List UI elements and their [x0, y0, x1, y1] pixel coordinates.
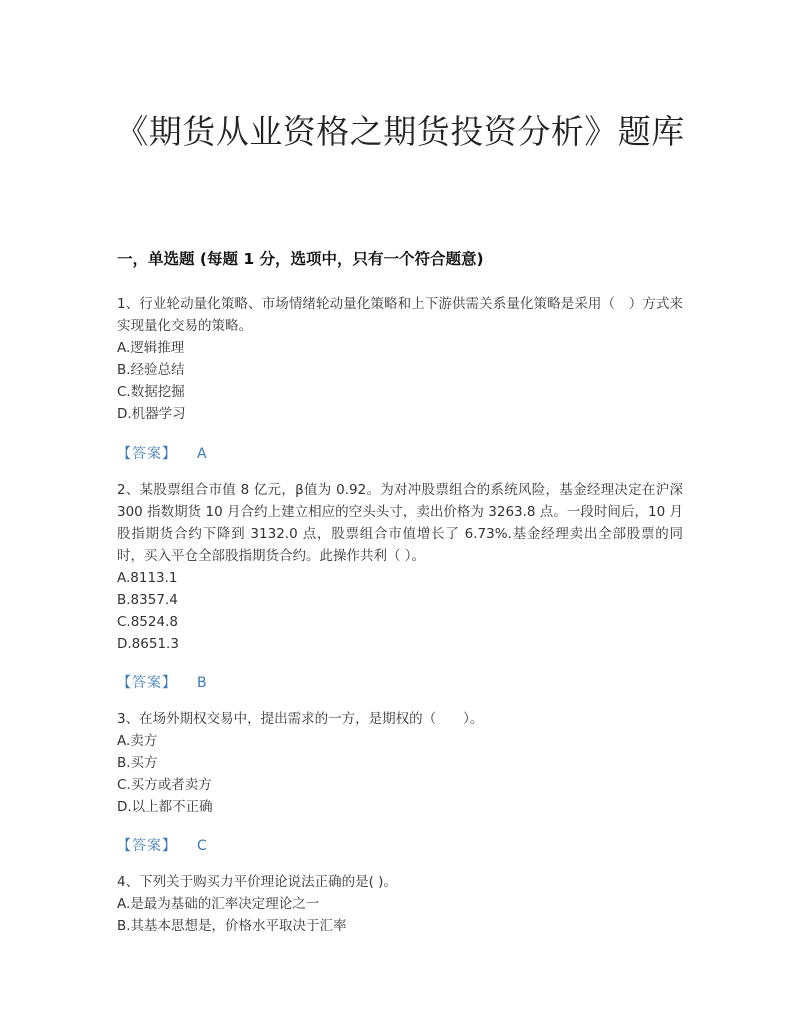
option-c: C.数据挖掘 — [117, 384, 185, 400]
option-d: D.8651.3 — [117, 636, 179, 652]
option-c: C.8524.8 — [117, 614, 178, 630]
option-a: A.逻辑推理 — [117, 340, 185, 356]
question-stem: 1、行业轮动量化策略、市场情绪轮动量化策略和上下游供需关系量化策略是采用（ ）方式来实现量化交易的策略。 — [117, 296, 683, 334]
answer-3 — [117, 835, 207, 855]
answer-label: 【答案】 — [117, 838, 177, 854]
question-stem: 3、在场外期权交易中，提出需求的一方，是期权的（ ）。 — [117, 711, 484, 727]
question-1 — [117, 293, 683, 425]
answer-value: A — [197, 446, 207, 462]
question-stem: 4、下列关于购买力平价理论说法正确的是( )。 — [117, 874, 397, 890]
option-b: B.其基本思想是，价格水平取决于汇率 — [117, 918, 347, 934]
answer-label: 【答案】 — [117, 675, 177, 691]
option-d: D.机器学习 — [117, 406, 186, 422]
answer-2 — [117, 672, 207, 692]
answer-value: B — [197, 675, 207, 691]
answer-label: 【答案】 — [117, 446, 177, 462]
option-a: A.8113.1 — [117, 570, 178, 586]
question-3 — [117, 708, 683, 818]
answer-value: C — [197, 838, 207, 854]
option-b: B.买方 — [117, 755, 158, 771]
option-a: A.是最为基础的汇率决定理论之一 — [117, 896, 320, 912]
option-b: B.8357.4 — [117, 592, 178, 608]
section-heading: 一，单选题 (每题 1 分，选项中，只有一个符合题意) — [117, 250, 484, 268]
option-c: C.买方或者卖方 — [117, 777, 212, 793]
option-d: D.以上都不正确 — [117, 799, 213, 815]
question-stem: 2、某股票组合市值 8 亿元，β值为 0.92。为对冲股票组合的系统风险，基金经理决定在沪深 300 指数期货 10 月合约上建立相应的空头头寸，卖出价格为 3263.8 点。一段时间后，10 月股指期货合约下降到 3132.0 点，股票组合市值增长了 6.73%.基金经理卖出全部股票的同时，买入平仓全部股指期货合约。此操作共利（ ）。 — [117, 482, 683, 564]
question-4 — [117, 871, 683, 937]
page-title: 《期货从业资格之期货投资分析》题库 — [115, 112, 685, 151]
answer-1 — [117, 443, 207, 463]
option-b: B.经验总结 — [117, 362, 185, 378]
option-a: A.卖方 — [117, 733, 158, 749]
question-2 — [117, 479, 683, 655]
